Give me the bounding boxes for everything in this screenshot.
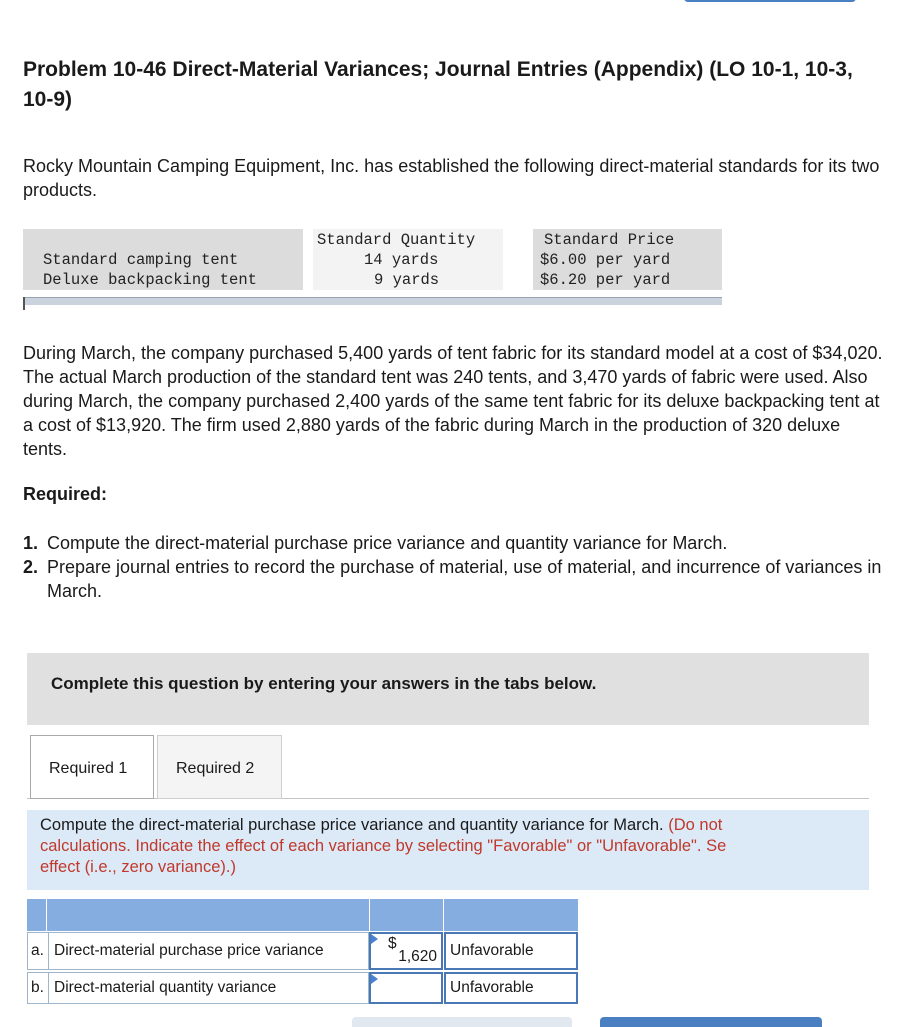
answer-row-separator [48, 973, 49, 1003]
purchase-price-effect-select[interactable] [444, 932, 578, 970]
answer-row-text: Direct-material purchase price variance [54, 942, 324, 959]
standards-row-quantity: 9 yards [374, 271, 440, 289]
tab-instructions [27, 810, 869, 890]
problem-scenario: During March, the company purchased 5,400 yards of tent fabric for its standard model at a cost of $34,020. The actual March production of the standard tent was 240 tents, and 3,470 yards of fabric were used. Also during March, the company purchased 2,400 yards of the same tent fabric for its deluxe backpacking tent at a cost of $13,920. The firm used 2,880 yards of the fabric during March in the production of 320 deluxe tents. [23, 343, 883, 459]
answer-header-effect [444, 899, 578, 931]
instructions-note-2: calculations. Indicate the effect of each variance by selecting "Favorable" or "Unfavorable". Se [40, 837, 727, 855]
required-item-text: Prepare journal entries to record the purchase of material, use of material, and incurrence of variances in March. [47, 557, 882, 601]
tab-label: Required 2 [176, 760, 255, 777]
required-item [23, 555, 883, 603]
answer-header-index [27, 899, 46, 931]
effect-value: Unfavorable [450, 979, 534, 996]
tab-label: Required 1 [49, 760, 128, 777]
banner-text: Complete this question by entering your answers in the tabs below. [51, 674, 597, 693]
cell-flag-icon [371, 934, 378, 944]
problem-intro: Rocky Mountain Camping Equipment, Inc. has established the following direct-material standards for its two products. [23, 156, 880, 200]
standards-row-price: $6.00 per yard [540, 251, 671, 269]
required-item-text: Compute the direct-material purchase price variance and quantity variance for March. [47, 533, 728, 553]
instructions-note-3: effect (i.e., zero variance).) [40, 858, 236, 876]
next-tab-button[interactable] [600, 1017, 822, 1027]
answer-row-label [27, 972, 369, 1004]
answer-header-amount [370, 899, 443, 931]
answer-row-index: b. [31, 979, 44, 996]
tab-required-1[interactable] [30, 735, 154, 799]
standards-row-quantity: 14 yards [364, 251, 439, 269]
prev-tab-button[interactable] [352, 1017, 572, 1027]
standards-table-resize-handle[interactable] [23, 297, 25, 310]
standards-header-price: Standard Price [544, 231, 675, 249]
quantity-variance-input[interactable] [369, 972, 443, 1004]
instruction-banner [27, 653, 869, 725]
required-list [23, 531, 883, 603]
cell-flag-icon [371, 974, 378, 984]
answer-row-text: Direct-material quantity variance [54, 979, 277, 996]
answer-header-label [47, 899, 369, 931]
effect-value: Unfavorable [450, 942, 534, 959]
standards-row-product: Deluxe backpacking tent [43, 271, 257, 289]
purchase-price-variance-input[interactable] [369, 932, 443, 970]
instructions-main: Compute the direct-material purchase price variance and quantity variance for March. [40, 816, 664, 834]
top-action-button[interactable] [684, 0, 856, 2]
instructions-note-1: (Do not [668, 816, 723, 834]
required-item [23, 531, 883, 555]
required-heading: Required: [23, 484, 108, 504]
standards-header-quantity: Standard Quantity [317, 231, 476, 249]
amount-value: 1,620 [398, 948, 437, 965]
standards-row-product: Standard camping tent [43, 251, 239, 269]
currency-symbol: $ [388, 935, 397, 952]
answer-row-separator [48, 933, 49, 969]
quantity-effect-select[interactable] [444, 972, 578, 1004]
required-item-number: 2. [23, 557, 39, 577]
problem-title: Problem 10-46 Direct-Material Variances; Journal Entries (Appendix) (LO 10-1, 10-3, 10-9) [23, 58, 853, 111]
tab-required-2[interactable] [157, 735, 282, 799]
standards-table-bottom-rule [23, 297, 722, 305]
standards-row-price: $6.20 per yard [540, 271, 671, 289]
answer-row-label [27, 932, 369, 970]
answer-row-index: a. [31, 942, 44, 959]
instructions-text [40, 815, 880, 878]
required-item-number: 1. [23, 533, 39, 553]
